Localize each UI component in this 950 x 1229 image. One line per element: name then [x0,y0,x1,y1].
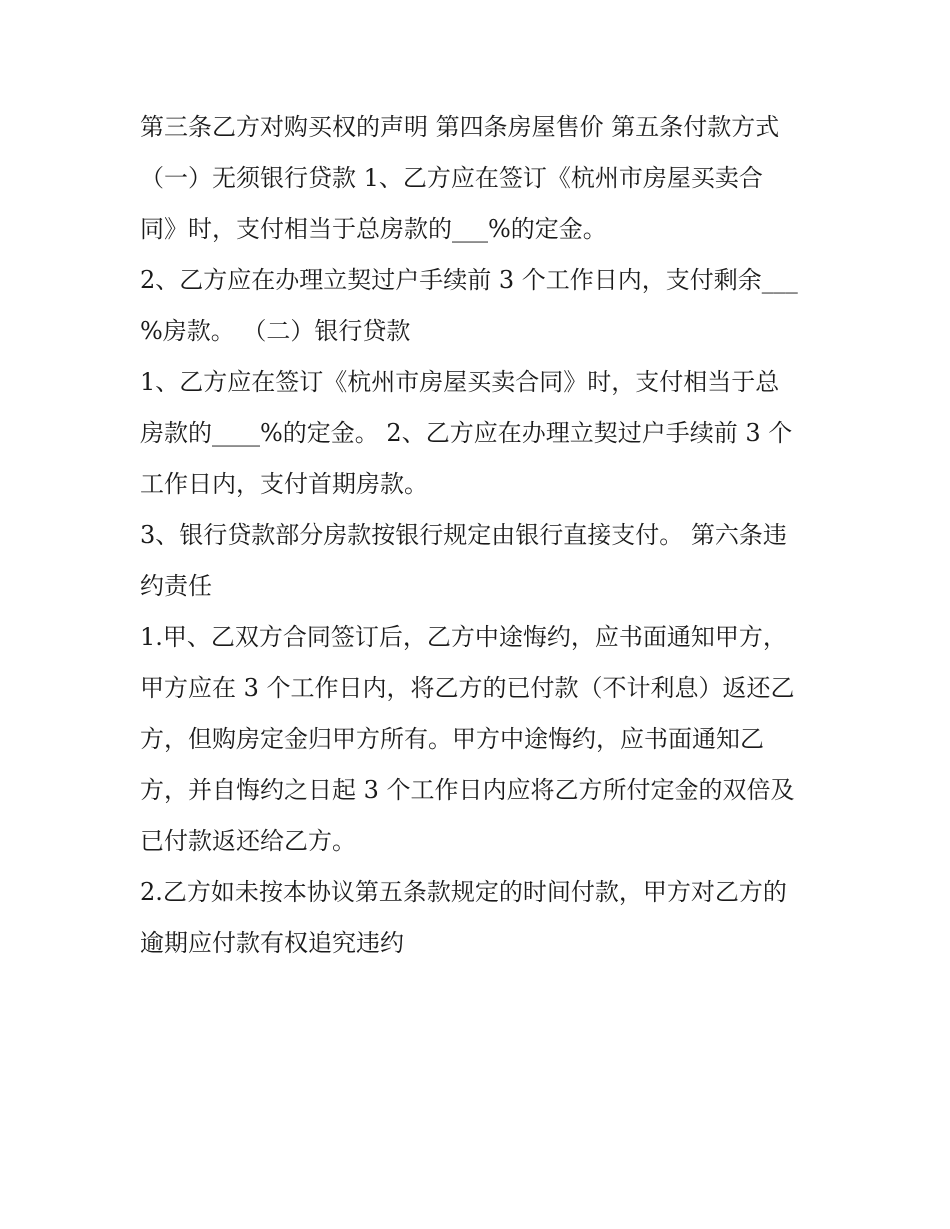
text-line: 3、银行贷款部分房款按银行规定由银行直接支付。 第六条违 [140,521,787,549]
text-line: 2、乙方应在办理立契过户手续前 3 个工作日内，支付剩余___ [140,266,798,294]
text-line: 方，但购房定金归甲方所有。甲方中途悔约，应书面通知乙 [140,725,764,753]
text-line: 1.甲、乙双方合同签订后，乙方中途悔约，应书面通知甲方， [140,623,787,651]
text-line: （一）无须银行贷款 1、乙方应在签订《杭州市房屋买卖合 [140,164,763,192]
text-line: 房款的____%的定金。 2、乙方应在办理立契过户手续前 3 个 [140,419,793,447]
text-line: 工作日内，支付首期房款。 [140,470,428,498]
text-line: 方，并自悔约之日起 3 个工作日内应将乙方所付定金的双倍及 [140,776,795,804]
text-line: 约责任 [140,572,212,600]
text-line: 甲方应在 3 个工作日内，将乙方的已付款（不计利息）返还乙 [140,674,795,702]
text-line: 逾期应付款有权追究违约 [140,929,404,957]
text-line: 第三条乙方对购买权的声明 第四条房屋售价 第五条付款方式 [140,113,780,141]
text-line: 2.乙方如未按本协议第五条款规定的时间付款，甲方对乙方的 [140,878,787,906]
text-line: 同》时，支付相当于总房款的___%的定金。 [140,215,607,243]
document-body [140,102,820,969]
text-line: 1、乙方应在签订《杭州市房屋买卖合同》时，支付相当于总 [140,368,780,396]
text-line: %房款。 （二）银行贷款 [140,317,411,345]
text-line: 已付款返还给乙方。 [140,827,356,855]
